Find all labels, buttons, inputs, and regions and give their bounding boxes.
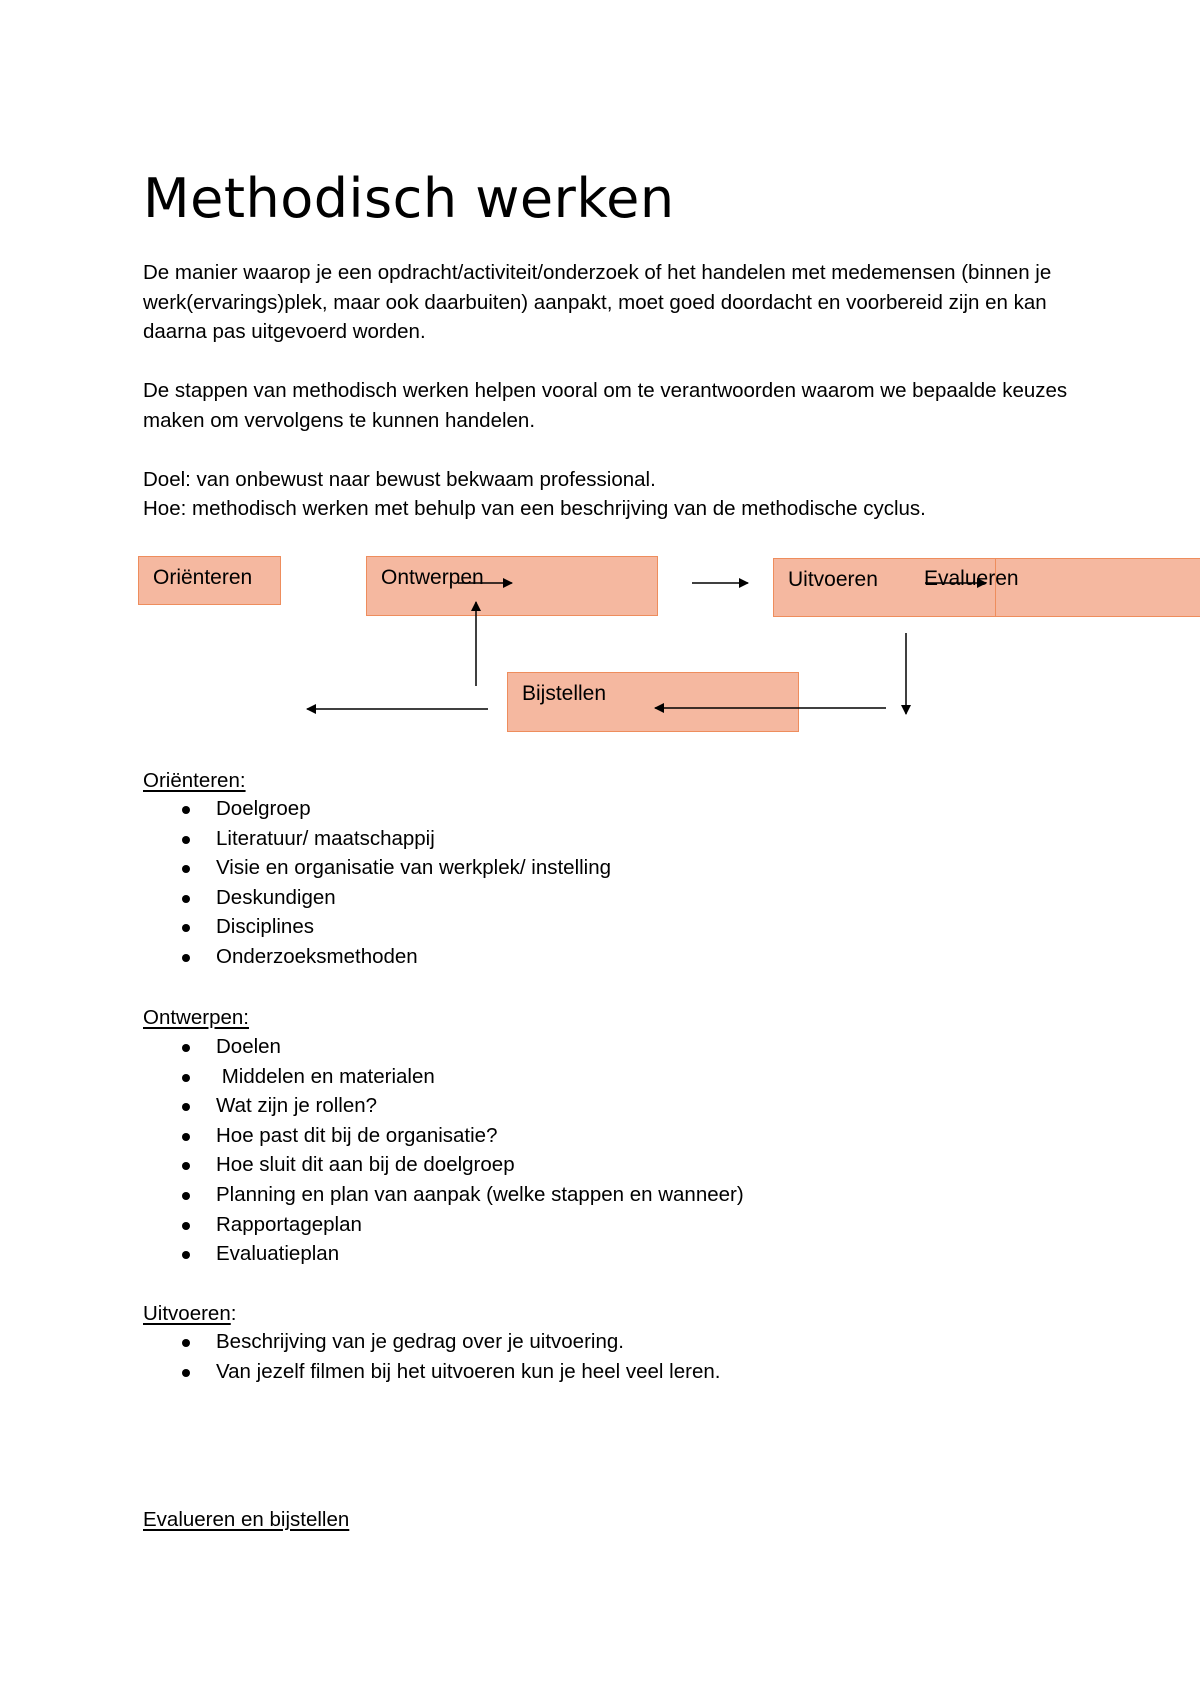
box-bijstellen-label: Bijstellen bbox=[522, 682, 607, 705]
box-ontwerpen-label: Ontwerpen bbox=[381, 566, 484, 589]
list-orienteren bbox=[143, 794, 611, 972]
how-line: Hoe: methodisch werken met behulp van een beschrijving van de methodische cyclus. bbox=[143, 497, 926, 520]
section-heading-evalueren-bijstellen: Evalueren en bijstellen bbox=[143, 1508, 350, 1531]
box-orienteren-label: Oriënteren bbox=[153, 566, 253, 589]
list-item: Wat zijn je rollen? bbox=[143, 1091, 744, 1121]
steps-paragraph: De stappen van methodisch werken helpen vooral om te verantwoorden waarom we bepaalde keuzes maken om vervolgens te kunnen handelen. bbox=[143, 379, 1068, 432]
box-evalueren bbox=[995, 558, 1200, 617]
list-item: Evaluatieplan bbox=[143, 1239, 744, 1269]
list-item: Planning en plan van aanpak (welke stappen en wanneer) bbox=[143, 1180, 744, 1210]
box-bijstellen bbox=[507, 672, 799, 732]
box-orienteren bbox=[138, 556, 281, 605]
list-item: Hoe past dit bij de organisatie? bbox=[143, 1121, 744, 1151]
list-item: Literatuur/ maatschappij bbox=[143, 824, 611, 854]
intro-paragraph: De manier waarop je een opdracht/activiteit/onderzoek of het handelen met medemensen (binnen je werk(ervarings)plek, maar ook daarbuiten) aanpakt, moet goed doordacht en voorbereid zijn en kan daarna pas uitgevoerd worden. bbox=[143, 261, 1052, 343]
list-item: Doelen bbox=[143, 1032, 744, 1062]
list-item: Onderzoeksmethoden bbox=[143, 942, 611, 972]
list-item: Hoe sluit dit aan bij de doelgroep bbox=[143, 1150, 744, 1180]
list-item: Rapportageplan bbox=[143, 1210, 744, 1240]
list-uitvoeren bbox=[143, 1327, 720, 1386]
list-item: Doelgroep bbox=[143, 794, 611, 824]
section-heading-ontwerpen: Ontwerpen: bbox=[143, 1006, 249, 1029]
list-item: Disciplines bbox=[143, 912, 611, 942]
list-item: Van jezelf filmen bij het uitvoeren kun je heel veel leren. bbox=[143, 1357, 720, 1387]
page-title: Methodisch werken bbox=[143, 167, 675, 230]
list-item: Visie en organisatie van werkplek/ instelling bbox=[143, 853, 611, 883]
goal-line: Doel: van onbewust naar bewust bekwaam professional. bbox=[143, 468, 656, 491]
box-ontwerpen bbox=[366, 556, 658, 616]
section-heading-orienteren: Oriënteren: bbox=[143, 769, 246, 792]
list-ontwerpen bbox=[143, 1032, 744, 1269]
list-item: Beschrijving van je gedrag over je uitvoering. bbox=[143, 1327, 720, 1357]
section-heading-uitvoeren: Uitvoeren: bbox=[143, 1302, 237, 1325]
box-evalueren-label: Evalueren bbox=[924, 567, 1019, 590]
list-item: Deskundigen bbox=[143, 883, 611, 913]
box-uitvoeren-label: Uitvoeren bbox=[788, 568, 878, 591]
list-item: Middelen en materialen bbox=[143, 1062, 744, 1092]
